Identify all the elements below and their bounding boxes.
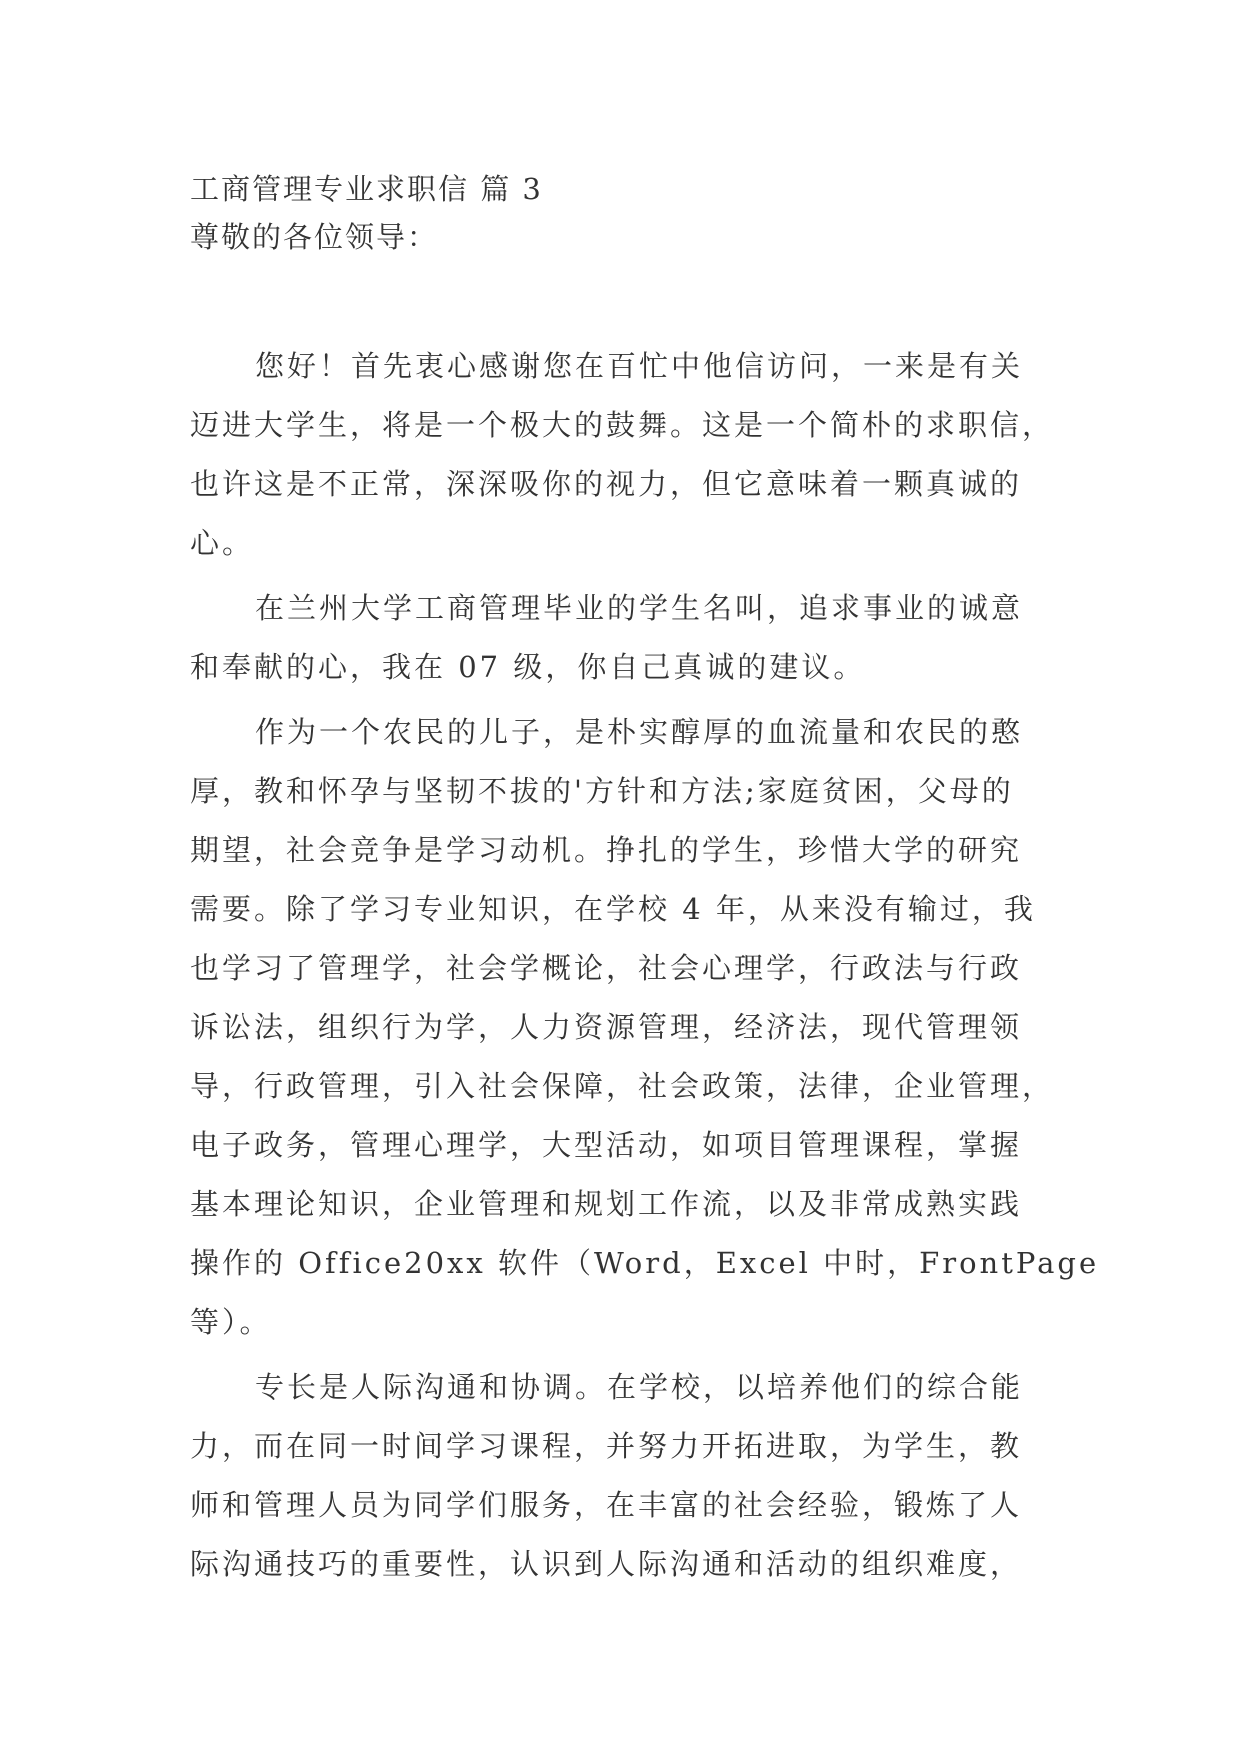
paragraph-2: [190, 579, 1050, 697]
paragraph-line: 际沟通技巧的重要性，认识到人际沟通和活动的组织难度，: [190, 1547, 1023, 1581]
paragraph-1: [190, 337, 1055, 573]
paragraph-line: 电子政务，管理心理学，大型活动，如项目管理课程，掌握: [190, 1128, 1023, 1162]
letter-body: [190, 337, 1100, 1600]
paragraph-line: 厚，教和怀孕与坚韧不拔的'方针和方法;家庭贫困，父母的: [190, 774, 1014, 808]
paragraph-line: 也学习了管理学，社会学概论，社会心理学，行政法与行政: [190, 951, 1023, 985]
paragraph-line: 和奉献的心，我在 07 级，你自己真诚的建议。: [190, 650, 866, 684]
paragraph-line: 也许这是不正常，深深吸你的视力，但它意味着一颗真诚的: [190, 467, 1023, 501]
letter-title: 工商管理专业求职信 篇 3: [190, 172, 543, 206]
paragraph-line: 导，行政管理，引入社会保障，社会政策，法律，企业管理，: [190, 1069, 1055, 1103]
paragraph-line: 专长是人际沟通和协调。在学校，以培养他们的综合能: [255, 1370, 1024, 1404]
paragraph-line: 迈进大学生，将是一个极大的鼓舞。这是一个简朴的求职信，: [190, 408, 1055, 442]
salutation: 尊敬的各位领导：: [190, 220, 439, 254]
paragraph-line: 操作的 Office20xx 软件（Word，Excel 中时，FrontPage: [190, 1246, 1100, 1280]
paragraph-4: [190, 1358, 1050, 1594]
paragraph-line: 期望，社会竞争是学习动机。挣扎的学生，珍惜大学的研究: [190, 833, 1023, 867]
letter-header: [190, 165, 1070, 261]
paragraph-line: 作为一个农民的儿子，是朴实醇厚的血流量和农民的憨: [255, 715, 1024, 749]
paragraph-line: 师和管理人员为同学们服务，在丰富的社会经验，锻炼了人: [190, 1488, 1023, 1522]
paragraph-line: 基本理论知识，企业管理和规划工作流，以及非常成熟实践: [190, 1187, 1023, 1221]
paragraph-line: 心。: [190, 526, 255, 560]
paragraph-line: 在兰州大学工商管理毕业的学生名叫，追求事业的诚意: [255, 591, 1024, 625]
paragraph-line: 需要。除了学习专业知识，在学校 4 年，从来没有输过，我: [190, 892, 1036, 926]
paragraph-line: 力，而在同一时间学习课程，并努力开拓进取，为学生，教: [190, 1429, 1023, 1463]
paragraph-line: 诉讼法，组织行为学，人力资源管理，经济法，现代管理领: [190, 1010, 1023, 1044]
paragraph-3: [190, 703, 1100, 1352]
paragraph-line: 等）。: [190, 1305, 272, 1339]
paragraph-line: 您好！首先衷心感谢您在百忙中他信访问，一来是有关: [255, 349, 1024, 383]
